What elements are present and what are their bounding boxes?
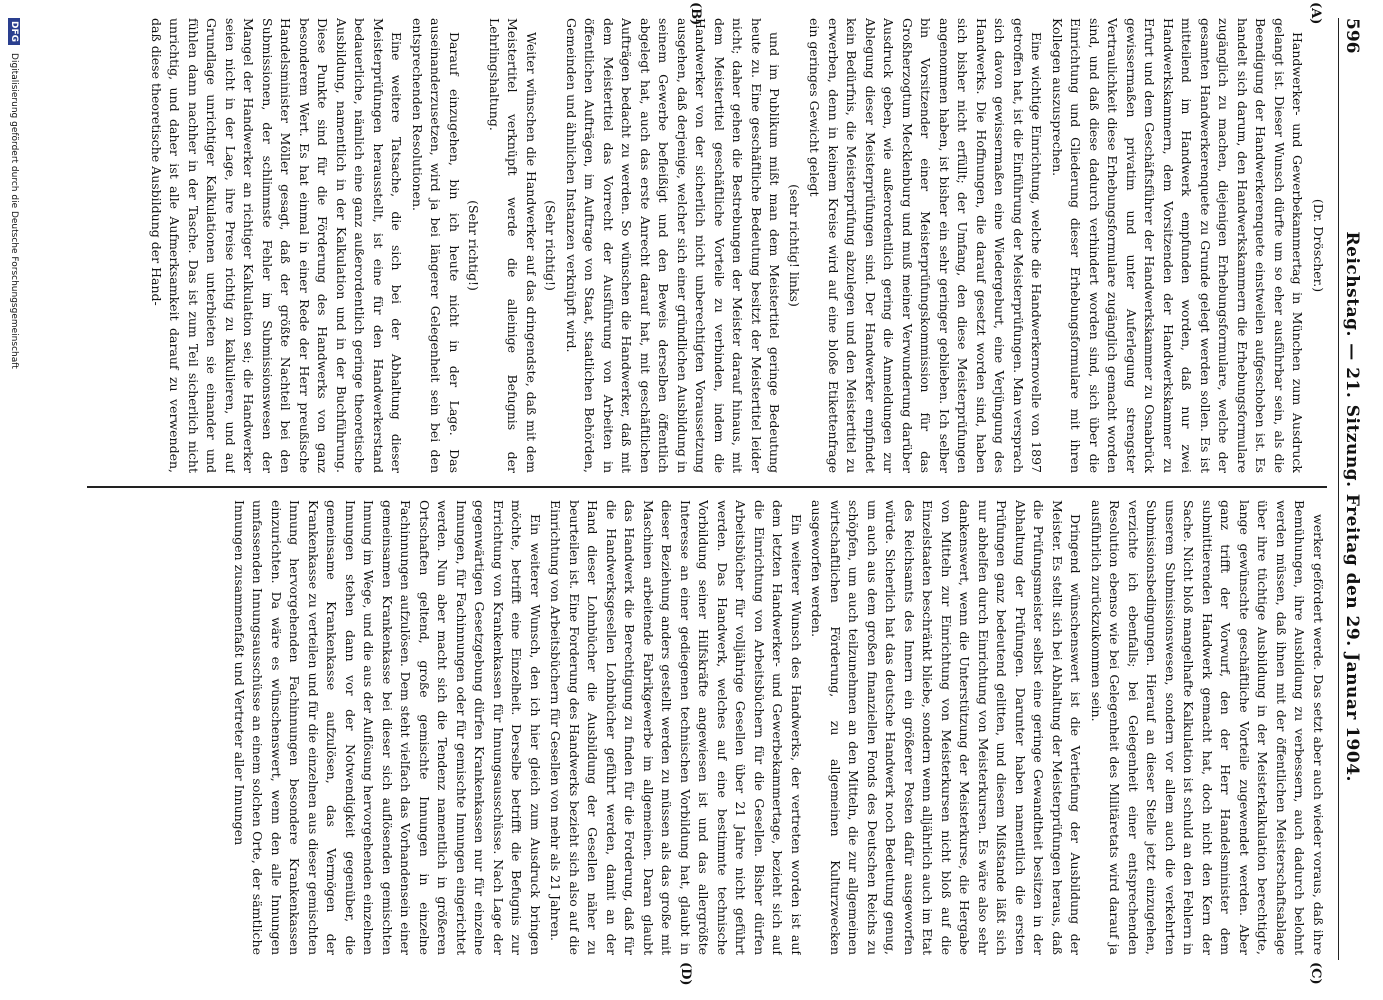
- paragraph: werker gefördert werde. Das setzt aber auch wieder voraus, daß ihre Bemühungen, ihre Ausbildung zu verbessern, auch dadurch belohnt werden müssen, daß ihnen mit der öffentlichen Meisterschaftsablage über ihre tüchtige Ausbildung in der Meisterkalkulation berechtigte, lange gewünschte geschäftliche Vorteile zugewendet werden. Aber ganz trifft der Vorwurf, den der Herr Handelsminister dem submittierenden Handwerk gemacht hat, doch nicht den Kern der Sache. Nicht bloß mangelhafte Kalkulation ist schuld an den Fehlern in unserem Submissionswesen, sondern vor allem auch die verkehrten Submissionsbedingungen. Hierauf an dieser Stelle jetzt einzugehen, verzichte ich ebenfalls; bei Gelegenheit einer entsprechenden Resolution ebenso wie bei Gelegenheit des Militäretats wird darauf ja ausführlich zurückzukommen sein.: [1089, 500, 1326, 955]
- margin-marker-a: (A): [1308, 2, 1323, 25]
- footer-text: Digitalisierung gefördert durch die Deutsche Forschungsgemeinschaft: [9, 53, 19, 369]
- digitization-footer: [8, 18, 20, 960]
- paragraph: und im Publikum mißt man dem Meistertitel geringe Bedeutung heute zu. Eine geschäftliche Bedeutung besitzt der Meistertitel leider nicht; daher gehen die Bestrebungen der Meister darauf hinaus, mit dem Meistertitel geschäftliche Vorteile zu verbinden, indem die Handwerker von der sicherlich nicht unberechtigten Voraussetzung ausgehen, daß derjenige, welcher sich einer gründlichen Ausbildung in seinem Gewerbe befleißigt und den Beweis derselben öffentlich abgelegt hat, auch das erste Anrecht darauf hat, mit geschäftlichen Aufträgen bedacht zu werden. So wünschen die Handwerker, daß mit dem Meistertitel das Vorrecht der Ausführung von Arbeiten in öffentlichen Aufträgen, im Auftrage von Staat, staatlichen Behörden, Gemeinden und ähnlichen Instanzen verknüpft wird.: [564, 18, 783, 473]
- left-column: [87, 18, 1327, 473]
- dfg-logo: DFG: [8, 18, 20, 45]
- page-header: [1338, 18, 1365, 960]
- right-column: [87, 500, 1327, 955]
- margin-marker-d: (D): [678, 962, 693, 986]
- margin-marker-b: (B): [688, 2, 703, 26]
- paragraph: Ein weiterer Wunsch des Handwerks, der vertreten worden ist auf dem letzten Handwerker- und Gewerbekammertage, bezieht sich auf die Einrichtung von Arbeitsbüchern für die Gesellen. Bisher dürfen Arbeitsbücher für volljährige Gesellen über 21 Jahre nicht geführt werden. Das Handwerk, welches auf eine bestimmte technische Vorbildung seiner Hilfskräfte angewiesen ist und das allergrößte Interesse an einer gediegenen technischen Vorbildung hat, glaubt in dieser Beziehung anders gestellt werden zu müssen als das große mit Maschinen arbeitende Fabrikgewerbe im allgemeinen. Daran glaubt das Handwerk die Berechtigung zu finden für die Forderung, daß für die Handwerksgesellen Lohnbücher geführt werden, damit an der Hand dieser Lohnbücher die Ausbildung der Gesellen näher zu beurteilen ist. Eine Forderung des Handwerks bezieht sich also auf die Einrichtung von Arbeitsbüchern für Gesellen von mehr als 21 Jahren.: [548, 500, 804, 955]
- paragraph: Handwerker- und Gewerbekammertag in München zum Ausdruck gelangt ist. Dieser Wunsch dürfte um so eher ausführbar sein, als die Beendigung der Handwerkerenquete einstweilen aufgeschoben ist. Es handelt sich darum, den Handwerkskammern die Erhebungsformulare zugänglich zu machen, diejenigen Erhebungsformulare, welche der gesamten Handwerkerenquete zu Grunde gelegt werden sollen. Es ist mitteilend im Handwerk empfunden worden, daß nur zwei Handwerkskammern, dem Vorsitzenden der Handwerkskammer zu Erfurt und dem Geschäftsführer der Handwerkskammer zu Osnabrück gewissermaßen privatim und unter Auferlegung strengster Vertraulichkeit diese Erhebungsformulare zugänglich gemacht worden sind, und daß diese dadurch verhindert worden sind, sich über die Einrichtung und Gliederung dieser Erhebungsformulare mit ihren Kollegen auszusprechen.: [1050, 18, 1306, 473]
- margin-marker-c: (C): [1308, 962, 1323, 985]
- paragraph: Eine wichtige Einrichtung, welche die Handwerkernovelle von 1897 getroffen hat, ist die Einführung der Meisterprüfungen. Man versprach sich davon gewissermaßen eine Wiedergeburt, eine Verjüngung des Handwerks. Die Hoffnungen, die darauf gesetzt worden sind, haben sich bisher nicht erfüllt; der Umfang, den diese Meisterprüfungen angenommen haben, ist bisher ein sehr geringer geblieben. Ich selber bin Vorsitzender einer Meisterprüfungskommission für das Großherzogtum Mecklenburg und muß meiner Verwunderung darüber Ausdruck geben, wie außerordentlich gering die Anmeldungen zur Ablegung dieser Meisterprüfungen sind. Der Handwerker empfindet kein Bedürfnis, die Meisterprüfung abzulegen und den Meistertitel zu erwerben, denn in keinem Kreise wird auf eine bloße Etikettenfrage ein geringes Gewicht gelegt: [807, 18, 1045, 473]
- paragraph: Dringend wünschenswert ist die Vertiefung der Ausbildung der Meister. Es stellt sich bei Abhaltung der Meisterprüfungen heraus, daß die Prüfungsmeister selbst eine geringe Gewandtheit besitzen in der Abhaltung der Prüfungen. Darunter haben namentlich die ersten Prüfungen ganz bedeutend gelitten, und diesem Mißstande läßt sich nur abhelfen durch Einrichtung von Meisterkursen. Es wäre also sehr dankenswert, wenn die Unterstützung der Meisterkurse, die Hergabe von Mitteln zur Einrichtung von Meisterkursen nicht bloß auf die Einzelstaaten beschränkt bliebe, sondern wenn alljährlich auch im Etat des Reichsamts des Innern ein größerer Posten dafür ausgeworfen würde. Sicherlich hat das deutsche Handwerk noch Bedeutung genug, um auch aus dem großen finanziellen Fonds des Deutschen Reichs zu schöpfen, um auch teilzunehmen an den Mitteln, die zur allgemeinen wirtschaftlichen Förderung, zu allgemeinen Kulturzwecken ausgeworfen werden.: [809, 500, 1084, 955]
- speaker-name: (Dr. Dröscher.): [1311, 198, 1326, 293]
- paragraph: Weiter wünschen die Handwerker auf das dringendste, daß mit dem Meistertitel verknüpft werde die alleinige Befugnis der Lehrlingshaltung.: [487, 18, 539, 473]
- column-divider: [87, 486, 1327, 488]
- running-title: Reichstag. — 21. Sitzung. Freitag den 29. Januar 1904.: [1342, 231, 1362, 782]
- interjection: (sehr richtig! links): [787, 184, 802, 307]
- paragraph: Darauf einzugehen, bin ich heute nicht in der Lage. Das auseinanderzusetzen, wird ja bei längerer Gelegenheit sein bei den entsprechenden Resolutionen.: [410, 18, 462, 473]
- interjection: (Sehr richtig!): [543, 200, 559, 291]
- page-number: 596: [1342, 18, 1362, 54]
- paragraph: Eine weitere Tatsache, die sich bei der Abhaltung dieser Meisterprüfungen herausstellt, ist eine für den Handwerkerstand bedauerliche, nämlich eine ganz außerordentlich geringe theoretische Ausbildung, namentlich in der Kalkulation und in der Buchführung. Diese Punkte sind für die Förderung des Handwerks von ganz besonderem Wert. Es hat einmal in einer Rede der Herr preußische Handelsminister Möller gesagt, daß der größte Nachteil bei den Submissionen, der schlimmste Fehler im Submissionswesen der Mangel der Handwerker an richtiger Kalkulation sei; die Handwerker seien nicht in der Lage, ihre Preise richtig zu kalkulieren, und auf Grundlage unrichtiger Kalkulationen unterbieten sie einander und fühlen dann nachher in der Tasche. Das ist zum Teil sicherlich nicht unrichtig, und daher ist alle Aufmerksamkeit darauf zu verwenden, daß diese theoretische Ausbildung der Hand-: [149, 18, 405, 473]
- interjection: (Sehr richtig!): [466, 200, 482, 291]
- paragraph: Ein weiterer Wunsch, den ich hier gleich zum Ausdruck bringen möchte, betrifft eine Einzelheit. Derselbe betrifft die Befugnis zur Errichtung von Krankenkassen für Innungsausschüsse. Nach Lage der gegenwärtigen Gesetzgebung dürfen Krankenkassen nur für einzelne Innungen, für Fachinnungen oder für gemischte Innungen eingerichtet werden. Nun aber macht sich die Tendenz namentlich in größeren Ortschaften geltend, große gemischte Innungen in einzelne Fachinnungen aufzulösen. Dem steht vielfach das Vorhandensein einer gemeinsamen Krankenkasse bei dieser sich auflösenden gemischten Innung im Wege, und die aus der Auflösung hervorgehenden einzelnen Innungen stehen dann vor der Notwendigkeit gegenüber, die gemeinsame Krankenkasse aufzulösen, das Vermögen der Krankenkasse zu verteilen und für die einzelnen aus dieser gemischten Innung hervorgehenden Fachinnungen besondere Krankenkassen einzurichten. Da wäre es wünschenswert, wenn den alle Innungen umfassenden Innungsausschüsse an einem solchen Orte, der sämtliche Innungen zusammenfaßt und Vertreter aller Innungen: [232, 500, 543, 955]
